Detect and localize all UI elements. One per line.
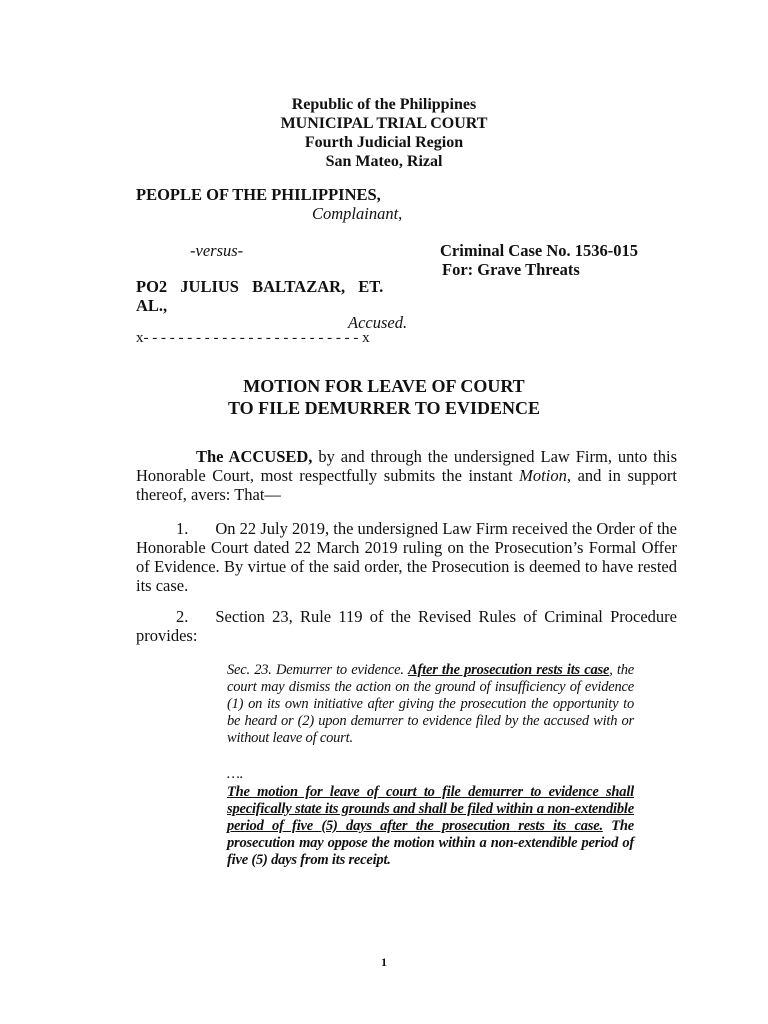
caption-plaintiff-role: Complainant, xyxy=(312,204,403,223)
header-region: Fourth Judicial Region xyxy=(304,134,464,151)
paragraph-2 xyxy=(136,607,677,645)
quote-bold-rest: The prosecution may oppose the motion within a non-extendible period of five (5) days from its receipt. xyxy=(227,818,634,868)
caption-plaintiff: PEOPLE OF THE PHILIPPINES, xyxy=(136,185,381,204)
intro-lead: The ACCUSED, xyxy=(196,447,313,466)
motion-title-line1: MOTION FOR LEAVE OF COURT xyxy=(243,376,525,396)
caption-case-for: For: Grave Threats xyxy=(442,260,580,279)
intro-text2: , and in support thereof, avers: That— xyxy=(136,466,677,504)
paragraph-1 xyxy=(136,519,677,595)
quoted-provision-2 xyxy=(227,784,634,869)
quote-body: , the court may dismiss the action on the ground of insufficiency of evidence (1) on its own initiative after giving the prosecution the opportunity to be heard or (2) upon demurrer to evidence filed by the accused with or without leave of court. xyxy=(227,662,634,746)
caption-accused-line2: AL., xyxy=(136,296,168,315)
motion-title-line2: TO FILE DEMURRER TO EVIDENCE xyxy=(227,398,541,418)
caption-case-number: Criminal Case No. 1536-015 xyxy=(440,241,638,260)
paragraph-1-number: 1. xyxy=(176,519,189,538)
page-number: 1 xyxy=(381,955,387,969)
intro-motion-word: Motion xyxy=(519,466,567,485)
quote-ellipsis: …. xyxy=(227,766,244,782)
caption-versus: -versus- xyxy=(190,241,244,260)
intro-text1: by and through the undersigned Law Firm, unto this Honorable Court, most respectfully submits the instant xyxy=(136,447,677,485)
paragraph-2-number: 2. xyxy=(176,607,189,626)
intro-paragraph xyxy=(136,447,677,504)
quote-emphasis-2: The motion for leave of court to file demurrer to evidence shall specifically state its grounds and shall be filed within a non-extendible period of five (5) days after the prosecution rests its case. xyxy=(227,784,634,834)
quoted-provision xyxy=(227,662,634,747)
paragraph-2-text: Section 23, Rule 119 of the Revised Rules of Criminal Procedure provides: xyxy=(136,607,677,645)
quote-emphasis-1: After the prosecution rests its case xyxy=(408,662,610,678)
caption-accused-role: Accused. xyxy=(348,313,408,332)
quote-lead: Sec. 23. Demurrer to evidence. xyxy=(227,662,409,678)
header-republic: Republic of the Philippines xyxy=(291,96,477,113)
paragraph-1-text: On 22 July 2019, the undersigned Law Firm received the Order of the Honorable Court dated 22 March 2019 ruling on the Prosecution’s Formal Offer of Evidence. By virtue of the said order, the Prosecution is deemed to have rested its case. xyxy=(136,519,677,595)
caption-divider: x- - - - - - - - - - - - - - - - - - - - - - - - - x xyxy=(136,330,370,346)
caption-accused-line1: PO2 JULIUS BALTAZAR, ET. xyxy=(136,277,384,296)
header-location: San Mateo, Rizal xyxy=(325,153,443,170)
header-court: MUNICIPAL TRIAL COURT xyxy=(280,115,488,132)
